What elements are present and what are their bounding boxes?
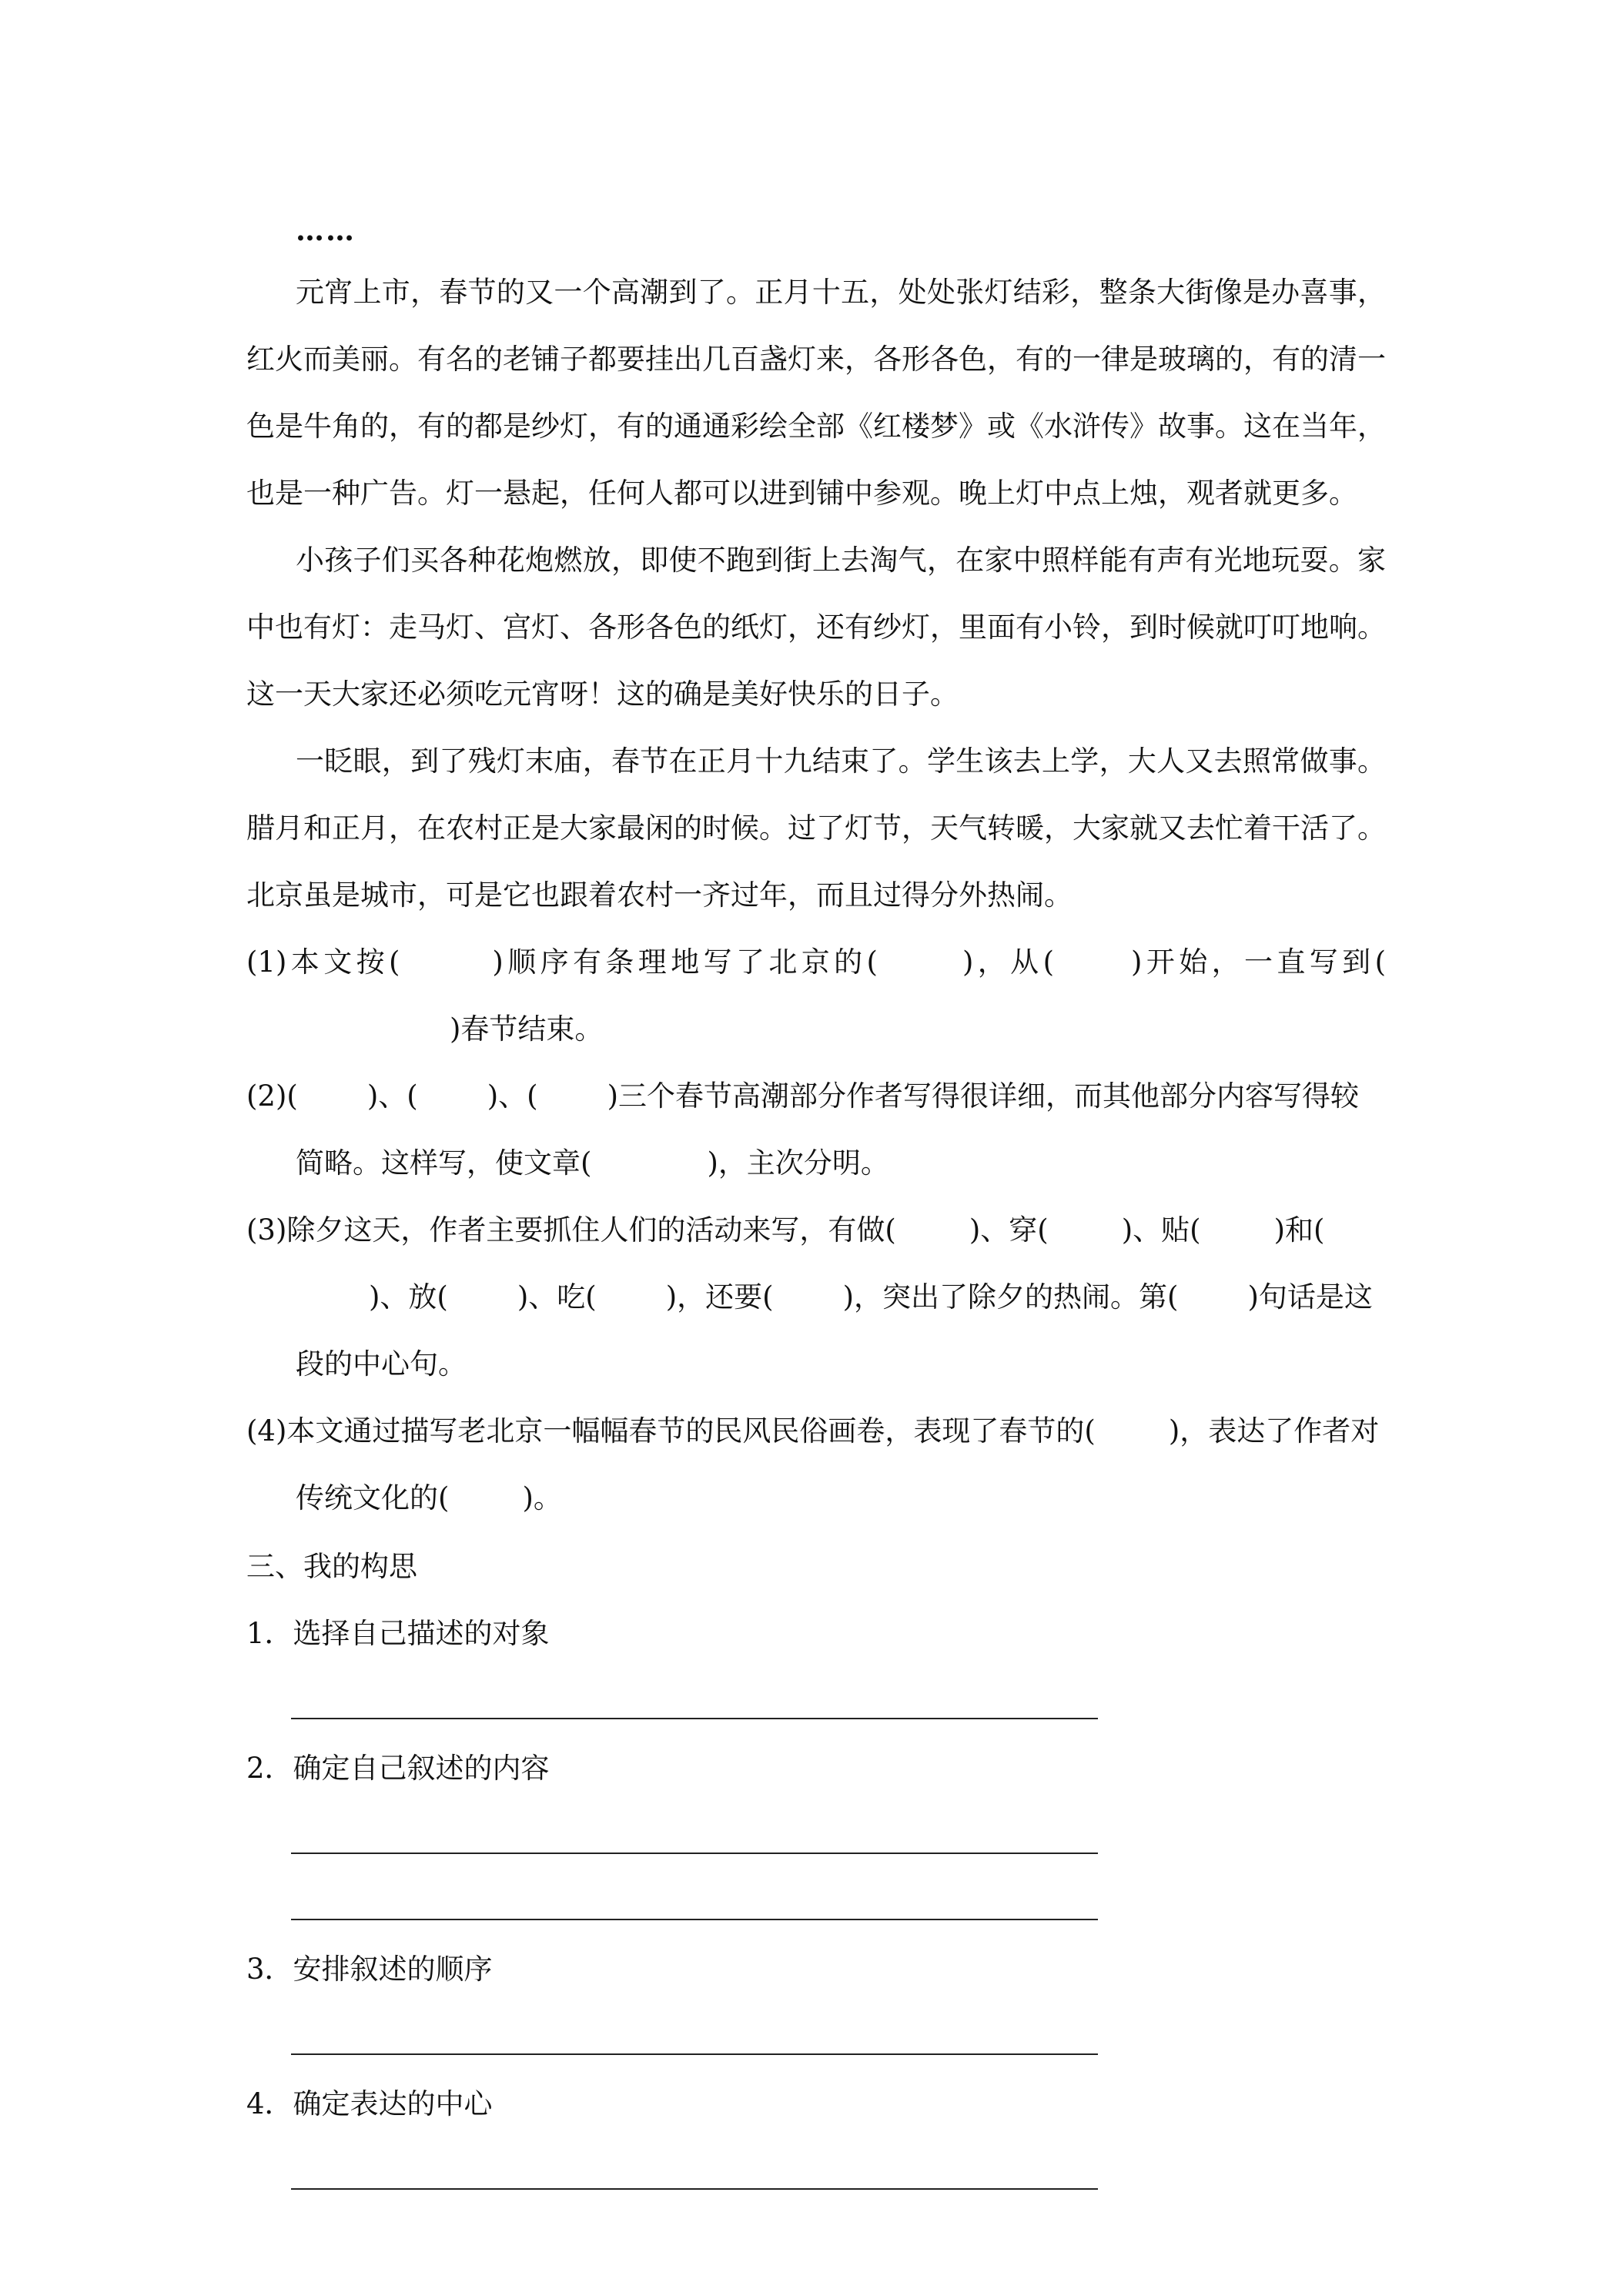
question-text: )句话是这段的中心句。 bbox=[296, 1280, 1373, 1381]
question-text: 本文通过描写老北京一幅幅春节的民风民俗画卷，表现了春节的( bbox=[286, 1414, 1096, 1448]
question-text: )、吃( bbox=[517, 1280, 597, 1314]
passage-paragraph-3: 一眨眼，到了残灯末庙，春节在正月十九结束了。学生该去上学，大人又去照常做事。腊月和正月，在农村正是大家最闲的时候。过了灯节，天气转暖，大家就又去忙着干活了。北京虽是城市，可是它也跟着农村一齐过年，而且过得分外热闹。 bbox=[246, 745, 1386, 912]
question-text: )，还要( bbox=[665, 1280, 774, 1314]
question-number: (2) bbox=[246, 1079, 287, 1113]
page-content bbox=[246, 202, 1386, 2190]
question-text: )。 bbox=[522, 1481, 562, 1514]
answer-line[interactable] bbox=[291, 1802, 1098, 1854]
step-1-label: 1．选择自己描述的对象 bbox=[246, 1617, 550, 1650]
answer-line[interactable] bbox=[291, 1854, 1098, 1920]
question-text: )、穿( bbox=[969, 1213, 1049, 1247]
question-3 bbox=[246, 1197, 1386, 1397]
answer-line[interactable] bbox=[291, 2137, 1098, 2190]
spacer bbox=[246, 1920, 1386, 1936]
question-text: )顺序有条理地写了北京的( bbox=[492, 946, 878, 979]
question-text: )，表达了作者对传统文化的( bbox=[296, 1414, 1380, 1514]
question-text: )、放( bbox=[369, 1280, 448, 1314]
step-4-label: 4．确定表达的中心 bbox=[246, 2087, 493, 2120]
question-text: ( bbox=[286, 1079, 298, 1113]
question-number: (3) bbox=[246, 1213, 287, 1247]
question-text: )和( bbox=[1273, 1213, 1325, 1247]
ellipsis: …… bbox=[296, 213, 356, 247]
section-heading: 三、我的构思 bbox=[246, 1550, 417, 1583]
question-text: )，主次分明。 bbox=[707, 1146, 889, 1180]
answer-line[interactable] bbox=[291, 1667, 1098, 1719]
question-text: )、贴( bbox=[1121, 1213, 1201, 1247]
question-text: )开始，一直写到( bbox=[1131, 946, 1387, 979]
question-text: )、( bbox=[366, 1079, 418, 1113]
answer-line[interactable] bbox=[291, 2003, 1098, 2055]
question-number: (4) bbox=[246, 1414, 287, 1448]
question-text: 除夕这天，作者主要抓住人们的活动来写，有做( bbox=[286, 1213, 896, 1247]
question-2 bbox=[246, 1063, 1386, 1197]
question-number: (1) bbox=[246, 946, 287, 979]
question-text: )春节结束。 bbox=[450, 1012, 604, 1046]
spacer bbox=[246, 2055, 1386, 2070]
question-text: )，突出了除夕的热闹。第( bbox=[842, 1280, 1179, 1314]
step-3-label: 3．安排叙述的顺序 bbox=[246, 1953, 493, 1986]
spacer bbox=[246, 1719, 1386, 1735]
passage-paragraph-1: 元宵上市，春节的又一个高潮到了。正月十五，处处张灯结彩，整条大街像是办喜事，红火而美丽。有名的老铺子都要挂出几百盏灯来，各形各色，有的一律是玻璃的，有的清一色是牛角的，有的都是纱灯，有的通通彩绘全部《红楼梦》或《水浒传》故事。这在当年，也是一种广告。灯一悬起，任何人都可以进到铺中参观。晚上灯中点上烛，观者就更多。 bbox=[246, 276, 1386, 510]
question-text: )，从( bbox=[962, 946, 1055, 979]
question-text: )三个春节高潮部分作者写得很详细，而其他部分内容写得较简略。这样写，使文章( bbox=[296, 1079, 1360, 1180]
question-text: )、( bbox=[487, 1079, 538, 1113]
question-text: 本文按( bbox=[286, 946, 400, 979]
question-4 bbox=[246, 1397, 1386, 1531]
step-2-label: 2．确定自己叙述的内容 bbox=[246, 1752, 550, 1785]
passage-paragraph-2: 小孩子们买各种花炮燃放，即使不跑到街上去淘气，在家中照样能有声有光地玩耍。家中也有灯：走马灯、宫灯、各形各色的纸灯，还有纱灯，里面有小铃，到时候就叮叮地响。这一天大家还必须吃元宵呀！这的确是美好快乐的日子。 bbox=[246, 544, 1386, 711]
question-1 bbox=[246, 929, 1386, 1063]
